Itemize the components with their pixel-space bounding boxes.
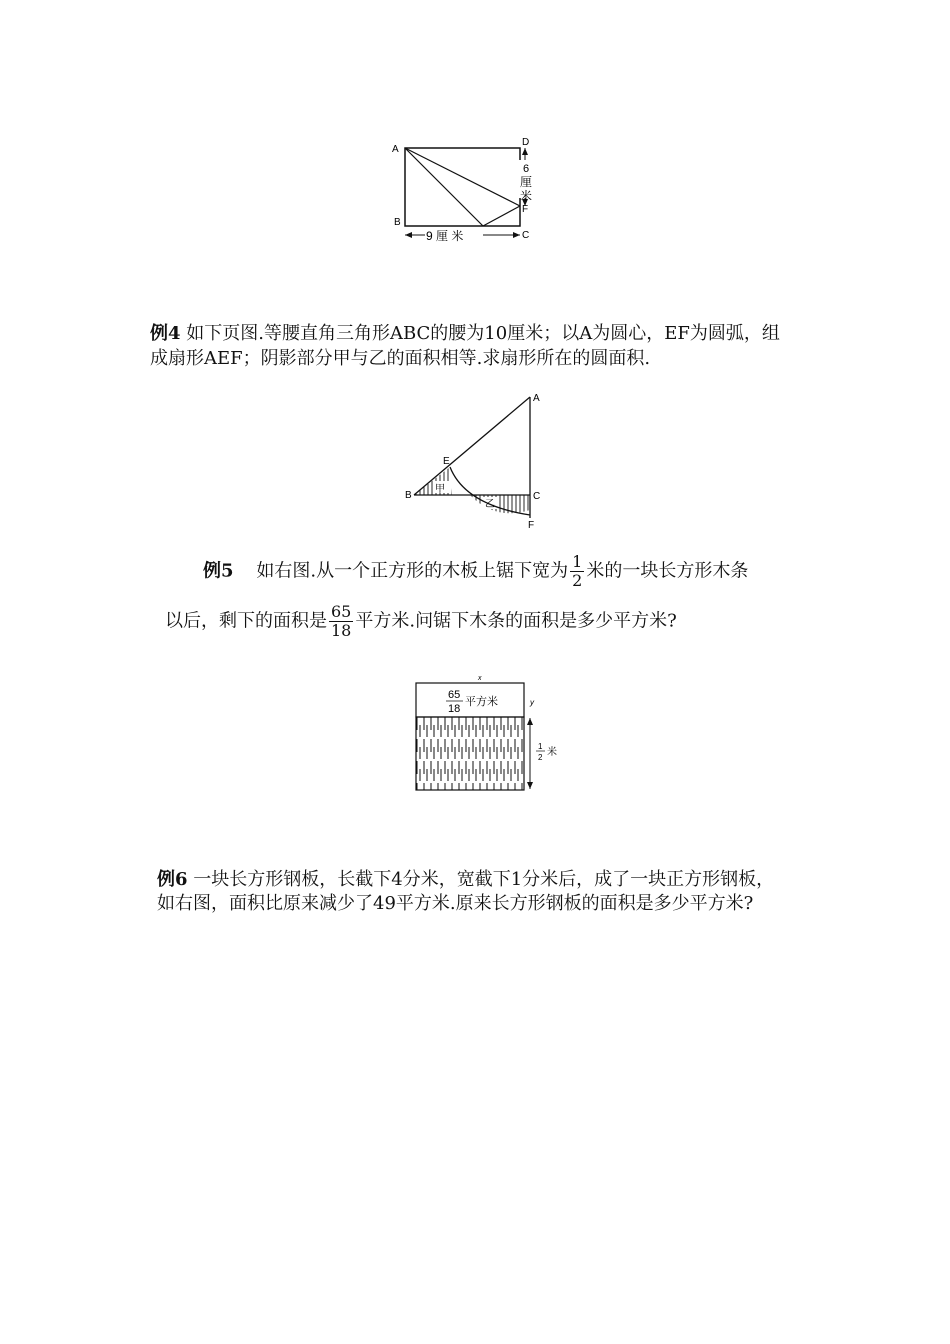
- example-5-text2-post: 平方米.问锯下木条的面积是多少平方米?: [355, 610, 677, 632]
- example-4-text2: 成扇形AEF；阴影部分甲与乙的面积相等.求扇形所在的圆面积.: [150, 348, 651, 369]
- arrow-down-icon: [527, 782, 533, 789]
- example-4-text1: 如下页图.等腰直角三角形ABC的腰为10厘米；以A为圆心，EF为圆弧，组: [180, 323, 780, 344]
- example-4-line1: [150, 321, 780, 346]
- dim-bottom-label: 9 厘 米: [426, 229, 464, 243]
- arrow-right-icon: [513, 232, 520, 238]
- example-5-line1: [203, 553, 748, 590]
- strip-area: [416, 717, 524, 790]
- example-6-text1: 一块长方形钢板，长截下4分米，宽截下1分米后，成了一块正方形钢板，: [187, 869, 775, 890]
- label-y: y: [530, 698, 534, 707]
- fraction-65-18: [329, 603, 353, 640]
- label-d: D: [522, 137, 530, 148]
- label-c: C: [533, 491, 541, 502]
- fraction-num: 65: [331, 602, 352, 621]
- fraction-num: 1: [572, 552, 583, 571]
- fraction-den: 18: [331, 621, 352, 640]
- figure-triangle-sector: [395, 385, 555, 530]
- example-5-text2-pre: 以后，剩下的面积是: [165, 610, 327, 632]
- area-unit: 平方米: [465, 696, 498, 708]
- example-4-tag: 例4: [150, 323, 181, 344]
- label-yi: 乙: [485, 499, 495, 510]
- label-b: B: [394, 217, 401, 228]
- label-a: A: [533, 393, 540, 404]
- segment-af: [405, 148, 520, 206]
- area-denominator: 18: [448, 703, 461, 715]
- label-c: C: [522, 230, 530, 241]
- example-4-line2: [150, 346, 650, 371]
- label-f: F: [528, 520, 535, 530]
- side-numerator: 1: [538, 742, 543, 751]
- segment-ae: [405, 148, 483, 226]
- label-jia: 甲: [435, 484, 445, 495]
- example-6-line1: [157, 867, 774, 892]
- arrow-up-icon: [527, 718, 533, 725]
- segment-ef: [483, 206, 520, 226]
- example-5-line2: [165, 603, 677, 640]
- rectangle-outline: [405, 148, 520, 226]
- label-b: B: [405, 490, 412, 501]
- dim-right-6: 6: [523, 163, 530, 175]
- segment-ba: [414, 397, 530, 495]
- example-6-tag: 例6: [157, 869, 188, 890]
- label-x: x: [478, 675, 482, 682]
- fraction-one-half: [570, 553, 584, 590]
- example-5-tag: 例5: [203, 560, 234, 582]
- label-a: A: [392, 144, 399, 155]
- figure-rectangle-abcd: [380, 128, 550, 248]
- arrow-left-icon: [405, 232, 412, 238]
- example-6-line2: [157, 891, 753, 916]
- shaded-region-yi: [470, 495, 530, 513]
- example-6-text2: 如右图，面积比原来减少了49平方米.原来长方形钢板的面积是多少平方米?: [157, 893, 754, 914]
- side-denominator: 2: [538, 753, 543, 762]
- figure-square-board: [408, 672, 568, 797]
- arrow-up-icon: [522, 148, 528, 155]
- label-e: E: [443, 456, 450, 467]
- label-f: F: [522, 204, 529, 215]
- area-numerator: 65: [448, 689, 461, 701]
- dim-right-mi: 米: [520, 189, 533, 203]
- dim-right-li: 厘: [520, 175, 533, 189]
- example-5-text1-post: 米的一块长方形木条: [586, 560, 749, 582]
- fraction-den: 2: [572, 571, 583, 590]
- example-5-text1-pre: 如右图.从一个正方形的木板上锯下宽为: [256, 560, 569, 582]
- side-unit: 米: [547, 747, 557, 758]
